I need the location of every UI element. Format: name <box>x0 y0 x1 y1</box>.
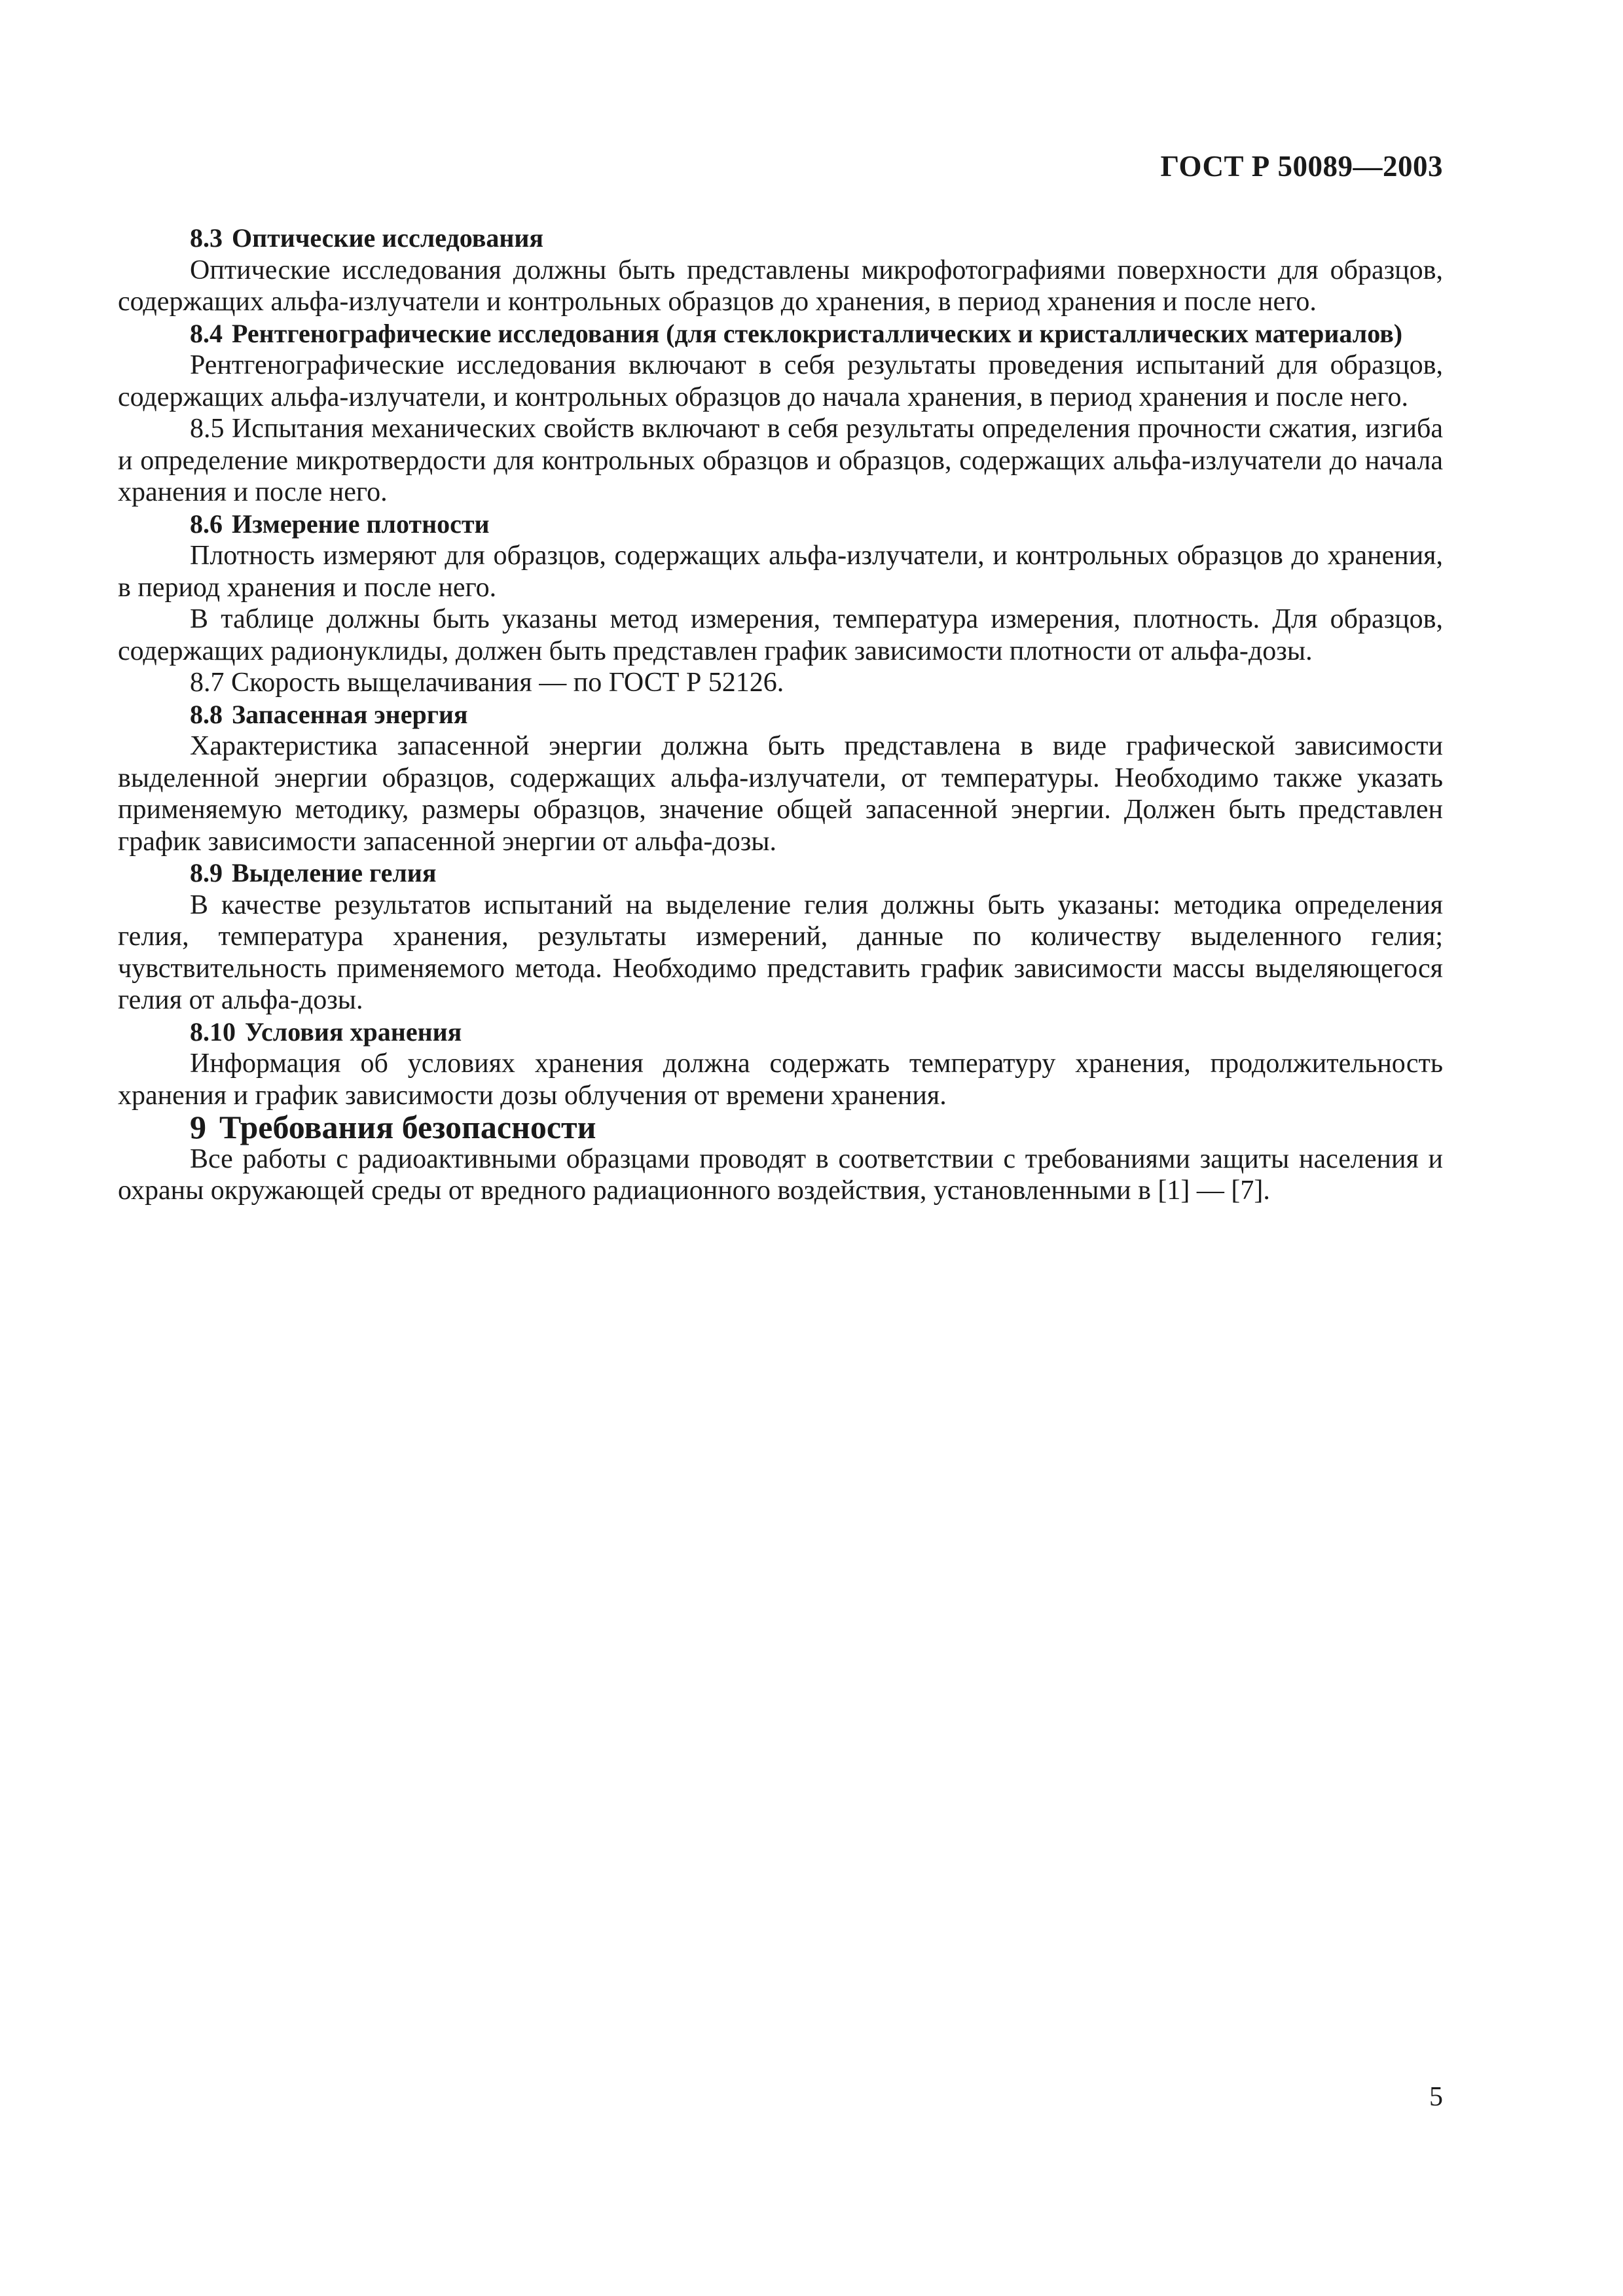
document-code: ГОСТ Р 50089—2003 <box>1160 150 1443 183</box>
section-number: 9 <box>190 1109 206 1145</box>
paragraph-8-9: В качестве результатов испытаний на выделение гелия должны быть указаны: методика определения гелия, температура хранения, результаты измерений, данные по количеству выделенного гелия; чувствительность применяемого метода. Необходимо представить график зависимости массы выделяющегося гелия от альфа-дозы. <box>118 889 1443 1015</box>
heading-8-10 <box>118 1016 1443 1049</box>
paragraph-8-6: Плотность измеряют для образцов, содержащих альфа-излучатели, и контрольных образцов до хранения, в период хранения и после него. <box>118 541 1443 603</box>
heading-8-9 <box>118 857 1443 889</box>
heading-8-4 <box>118 318 1443 350</box>
paragraph-8-8: Характеристика запасенной энергии должна быть представлена в виде графической зависимости выделенной энергии образцов, содержащих альфа-излучатели, от температуры. Необходимо также указать применяемую методику, размеры образцов, значение общей запасенной энергии. Должен быть представлен график зависимости запасенной энергии от альфа-дозы. <box>118 731 1443 857</box>
paragraph-8-4: Рентгенографические исследования включают в себя результаты проведения испытаний для образцов, содержащих альфа-излучатели, и контрольных образцов до начала хранения, в период хранения и после него. <box>118 350 1443 412</box>
heading-number: 8.4 <box>190 318 223 348</box>
heading-number: 8.9 <box>190 858 223 888</box>
section-heading-9 <box>118 1111 1443 1143</box>
paragraph-8-3: Оптические исследования должны быть представлены микрофотографиями поверхности для образцов, содержащих альфа-излучатели и контрольных образцов до хранения, в период хранения и после него. <box>118 255 1443 317</box>
heading-8-8 <box>118 699 1443 731</box>
heading-number: 8.10 <box>190 1016 236 1047</box>
heading-title: Запасенная энергия <box>232 699 468 729</box>
heading-title: Измерение плотности <box>232 509 490 539</box>
document-body <box>118 223 1443 1207</box>
heading-number: 8.8 <box>190 699 223 729</box>
heading-title: Условия хранения <box>245 1016 462 1047</box>
paragraph-8-7: 8.7 Скорость выщелачивания — по ГОСТ Р 52126. <box>190 668 784 698</box>
paragraph-9: Все работы с радиоактивными образцами проводят в соответствии с требованиями защиты населения и охраны окружающей среды от вредного радиационного воздействия, установленными в [1] — [7]. <box>118 1143 1443 1206</box>
heading-number: 8.3 <box>190 223 223 253</box>
heading-title: Рентгенографические исследования (для стеклокристаллических и кристаллических материалов) <box>232 318 1403 348</box>
paragraph-8-6-table: В таблице должны быть указаны метод измерения, температура измерения, плотность. Для образцов, содержащих радионуклиды, должен быть представлен график зависимости плотности от альфа-дозы. <box>118 604 1443 666</box>
paragraph-8-5: 8.5 Испытания механических свойств включают в себя результаты определения прочности сжатия, изгиба и определение микротвердости для контрольных образцов и образцов, содержащих альфа-излучатели до начала хранения и после него. <box>118 414 1443 507</box>
heading-number: 8.6 <box>190 509 223 539</box>
heading-8-3 <box>118 223 1443 255</box>
paragraph-8-10: Информация об условиях хранения должна содержать температуру хранения, продолжительность хранения и график зависимости дозы облучения от времени хранения. <box>118 1049 1443 1111</box>
section-title: Требования безопасности <box>219 1109 596 1145</box>
page-number: 5 <box>1429 2082 1443 2112</box>
heading-title: Выделение гелия <box>232 858 437 888</box>
heading-8-6 <box>118 509 1443 541</box>
heading-title: Оптические исследования <box>232 223 544 253</box>
